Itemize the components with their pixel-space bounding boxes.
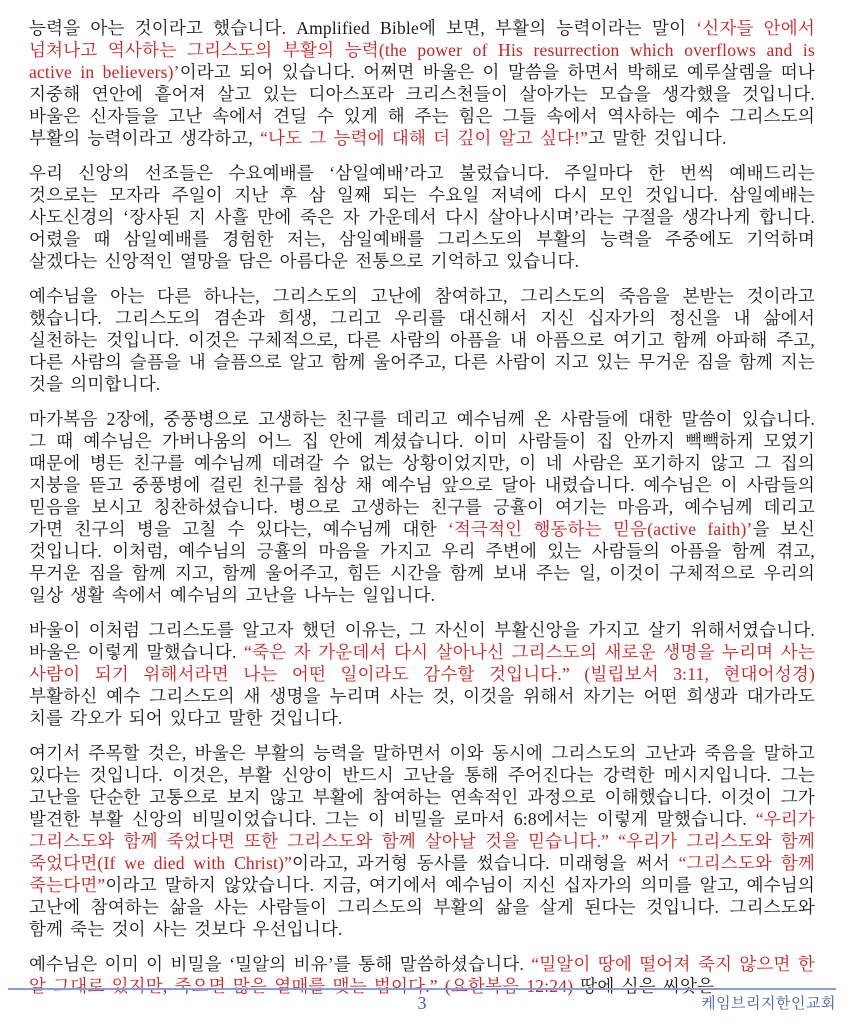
body-text: 우리 신앙의 선조들은 수요예배를 ‘삼일예배’라고 불렀습니다. 주일마다 한 번씩 예배드리는 것으로는 모자라 주일이 지난 후 삼 일째 되는 수요일 저녁에 다시 모인 것입니다. 삼일예배는 사도신경의 ‘장사된 지 사흘 만에 죽은 자 가운데서 다시 살아나시며’라는 구절을 생각나게 합니다. 어렸을 때 삼일예배를 경험한 저는, 삼일예배를 그리스도의 부활의 능력을 주중에도 기억하며 살겠다는 신앙적인 열망을 담은 아름다운 전통으로 기억하고 있습니다.: [29, 163, 815, 271]
body-text: 예수님은 이미 이 비밀을 ‘밀알의 비유’를 통해 말씀하셨습니다.: [29, 954, 532, 974]
highlighted-text: “우리가 그리스도와 함께 죽었다면 또한 그리스도와 함께 살아날 것을 믿습니다.”: [29, 809, 815, 851]
highlighted-text: “그리스도와 함께 죽는다면”: [29, 853, 815, 895]
paragraph: [29, 408, 815, 606]
body-text: 이라고 되어 있습니다. 어쩌면 바울은 이 말씀을 하면서 박해로 예루살렘을 떠나 지중해 연안에 흩어져 살고 있는 디아스포라 크리스천들이 살아가는 모습을 생각했을 것입니다. 바울은 신자들을 고난 속에서 견딜 수 있게 해 주는 힘은 그들 속에서 역사하는 예수 그리스도의 부활의 능력이라고 생각하고,: [29, 62, 815, 148]
body-text: 바울이 이처럼 그리스도를 알고자 했던 이유는, 그 자신이 부활신앙을 가지고 살기 위해서였습니다. 바울은 이렇게 말했습니다.: [29, 620, 815, 662]
body-text: 을 보신 것입니다. 이처럼, 예수님의 긍휼의 마음을 가지고 우리 주변에 있는 사람들의 아픔을 함께 겪고, 무거운 짐을 함께 지고, 함께 울어주고, 힘든 시간을 함께 보내 주는 일, 이것이 구체적으로 우리의 일상 생활 속에서 예수님의 고난을 나누는 일입니다.: [29, 519, 816, 605]
footer-church-name: 케임브리지한인교회: [701, 996, 836, 1012]
body-text: 부활하신 예수 그리스도의 새 생명을 누리며 사는 것, 이것을 위해서 자기는 어떤 희생과 대가라도 치를 각오가 되어 있다고 말한 것입니다.: [29, 686, 815, 728]
paragraph: [29, 162, 815, 272]
body-text: 땅에 심은 씨앗은: [573, 976, 715, 996]
body-text: [609, 831, 618, 851]
footer-divider: [8, 988, 836, 990]
highlighted-text: “나도 그 능력에 대해 더 깊이 알고 싶다!”: [260, 128, 589, 148]
highlighted-text: ‘신자들 안에서 넘쳐나고 역사하는 그리스도의 부활의 능력(the power of His resurrection which overflows and is active in believers)’: [29, 18, 815, 82]
paragraph: [29, 285, 815, 395]
body-text: 여기서 주목할 것은, 바울은 부활의 능력을 말하면서 이와 동시에 그리스도의 고난과 죽음을 말하고 있다는 것입니다. 이것은, 부활 신앙이 반드시 고난을 통해 주어진다는 강력한 메시지입니다. 그는 고난을 단순한 고통으로 보지 않고 부활에 참여하는 연속적인 과정으로 이해했습니다. 이것이 그가 발견한 부활 신앙의 비밀이었습니다. 그는 이 비밀을 로마서 6:8에서는 이렇게 말했습니다.: [29, 743, 815, 829]
page-footer: [8, 988, 836, 1020]
highlighted-text: “우리가 그리스도와 함께 죽었다면(If we died with Christ)”: [29, 831, 815, 873]
paragraph: [29, 619, 815, 729]
paragraph: [29, 17, 815, 149]
body-text: 고 말한 것입니다.: [588, 128, 727, 148]
body-text: 예수님을 아는 다른 하나는, 그리스도의 고난에 참여하고, 그리스도의 죽음을 본받는 것이라고 했습니다. 그리스도의 겸손과 희생, 그리고 우리를 대신해서 지신 십자가의 정신을 내 삶에서 실천하는 것입니다. 이것은 구체적으로, 다른 사람의 아픔을 내 아픔으로 여기고 함께 아파해 주고, 다른 사람의 슬픔을 내 슬픔으로 알고 함께 울어주고, 다른 사람이 지고 있는 무거운 짐을 함께 지는 것을 의미합니다.: [29, 286, 815, 394]
highlighted-text: “밀알이 땅에 떨어져 죽지 않으면 한 알 그대로 있지만, 죽으면 많은 열매를 맺는 법이다.” (요한복음 12:24): [29, 954, 816, 996]
page-number: 3: [417, 993, 427, 1013]
body-text: 이라고 말하지 않았습니다. 지금, 여기에서 예수님이 지신 십자가의 의미를 알고, 예수님의 고난에 참여하는 삶을 사는 사람들이 그리스도의 부활의 삶을 살게 된다는 것입니다. 그리스도와 함께 죽는 것이 사는 것보다 우선입니다.: [29, 875, 815, 939]
highlighted-text: ‘적극적인 행동하는 믿음(active faith)’: [447, 519, 753, 539]
body-text: 이라고, 과거형 동사를 썼습니다. 미래형을 써서: [292, 853, 679, 873]
body-text: 능력을 아는 것이라고 했습니다. Amplified Bible에 보면, 부활의 능력이라는 말이: [29, 18, 697, 38]
paragraph: [29, 742, 815, 940]
sermon-body: [29, 17, 815, 997]
body-text: 마가복음 2장에, 중풍병으로 고생하는 친구를 데리고 예수님께 온 사람들에 대한 말씀이 있습니다. 그 때 예수님은 가버나움의 어느 집 안에 계셨습니다. 이미 사람들이 집 안까지 빽빽하게 모였기 때문에 병든 친구를 예수님께 데려갈 수 없는 상황이었지만, 이 네 사람은 포기하지 않고 그 집의 지붕을 뜯고 중풍병에 걸린 친구를 침상 채 예수님 앞으로 달아 내렸습니다. 예수님은 이 사람들의 믿음을 보시고 칭찬하셨습니다. 병으로 고생하는 친구를 긍휼이 여기는 마음과, 예수님께 데리고 가면 친구의 병을 고칠 수 있다는, 예수님께 대한: [29, 409, 815, 539]
highlighted-text: “죽은 자 가운데서 다시 살아나신 그리스도의 새로운 생명을 누리며 사는 사람이 되기 위해서라면 나는 어떤 일이라도 감수할 것입니다.” (빌립보서 3:11, 현대어성경): [29, 642, 815, 684]
